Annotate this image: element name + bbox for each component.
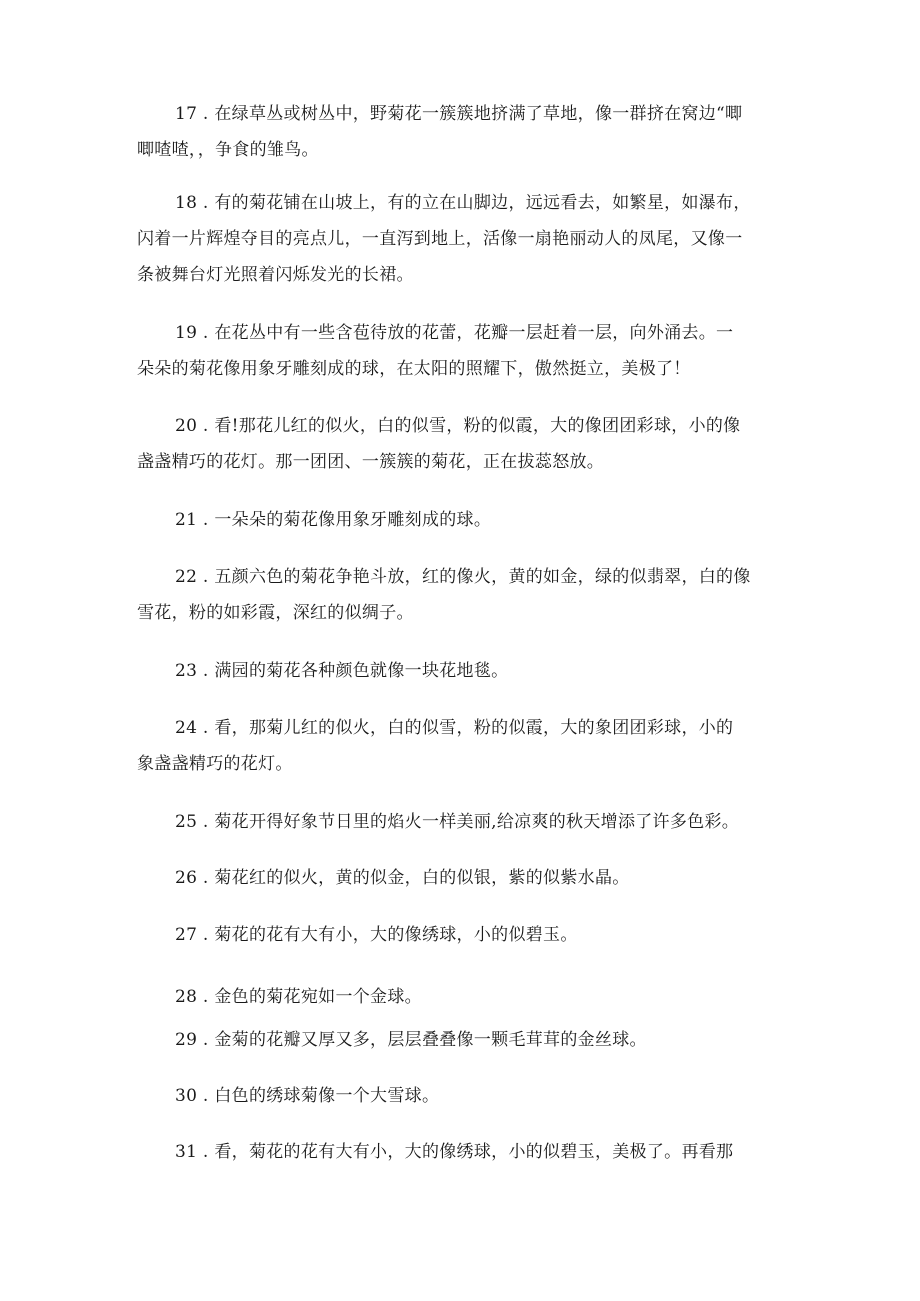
paragraph-line: 唧喳喳，，争食的雏鸟。 [137,140,319,160]
paragraph-25 [137,804,797,840]
paragraph-line: 朵朵的菊花像用象牙雕刻成的球，在太阳的照耀下，傲然挺立，美极了！ [137,359,691,379]
paragraph-21 [137,502,797,538]
paragraph-28 [137,979,797,1015]
paragraph-24 [137,710,797,782]
paragraph-line: 23 . 满园的菊花各种颜色就像一块花地毯。 [175,661,509,681]
paragraph-23 [137,653,797,689]
paragraph-27 [137,917,797,953]
paragraph-line: 17 . 在绿草丛或树丛中，野菊花一簇簇地挤满了草地，像一群挤在窝边“唧 [175,104,743,124]
paragraph-line: 盏盏精巧的花灯。那一团团、一簇簇的菊花，正在拔蕊怒放。 [137,452,605,472]
paragraph-line: 20 . 看!那花儿红的似火，白的似雪，粉的似霞，大的像团团彩球，小的像 [175,416,741,436]
paragraph-31 [137,1134,797,1170]
paragraph-line: 26 . 菊花红的似火，黄的似金，白的似银，紫的似紫水晶。 [175,868,630,888]
paragraph-line: 30 . 白色的绣球菊像一个大雪球。 [175,1086,440,1106]
paragraph-22 [137,559,797,631]
paragraph-30 [137,1078,797,1114]
paragraph-line: 象盏盏精巧的花灯。 [137,754,293,774]
paragraph-line: 19 . 在花丛中有一些含苞待放的花蕾，花瓣一层赶着一层，向外涌去。一 [175,323,734,343]
paragraph-29 [137,1022,797,1058]
paragraph-line: 条被舞台灯光照着闪烁发光的长裙。 [137,265,414,285]
paragraph-line: 27 . 菊花的花有大有小，大的像绣球，小的似碧玉。 [175,925,578,945]
paragraph-line: 雪花，粉的如彩霞，深红的似绸子。 [137,603,414,623]
paragraph-18 [137,185,797,293]
paragraph-line: 22 . 五颜六色的菊花争艳斗放，红的像火，黄的如金，绿的似翡翠，白的像 [175,567,751,587]
paragraph-line: 18 . 有的菊花铺在山坡上，有的立在山脚边，远远看去，如繁星，如瀑布， [175,193,751,213]
paragraph-line: 31 . 看，菊花的花有大有小，大的像绣球，小的似碧玉，美极了。再看那 [175,1142,734,1162]
paragraph-line: 24 . 看，那菊儿红的似火，白的似雪，粉的似霞，大的象团团彩球，小的 [175,718,734,738]
paragraph-line: 29 . 金菊的花瓣又厚又多，层层叠叠像一颗毛茸茸的金丝球。 [175,1030,647,1050]
paragraph-line: 21 . 一朵朵的菊花像用象牙雕刻成的球。 [175,510,492,530]
paragraph-26 [137,860,797,896]
paragraph-line: 闪着一片辉煌夺目的亮点儿，一直泻到地上，活像一扇艳丽动人的凤尾，又像一 [137,229,743,249]
paragraph-20 [137,408,797,480]
paragraph-19 [137,315,797,387]
paragraph-17 [137,96,797,168]
paragraph-line: 25 . 菊花开得好象节日里的焰火一样美丽,给凉爽的秋天增添了许多色彩。 [175,812,740,832]
paragraph-line: 28 . 金色的菊花宛如一个金球。 [175,987,422,1007]
